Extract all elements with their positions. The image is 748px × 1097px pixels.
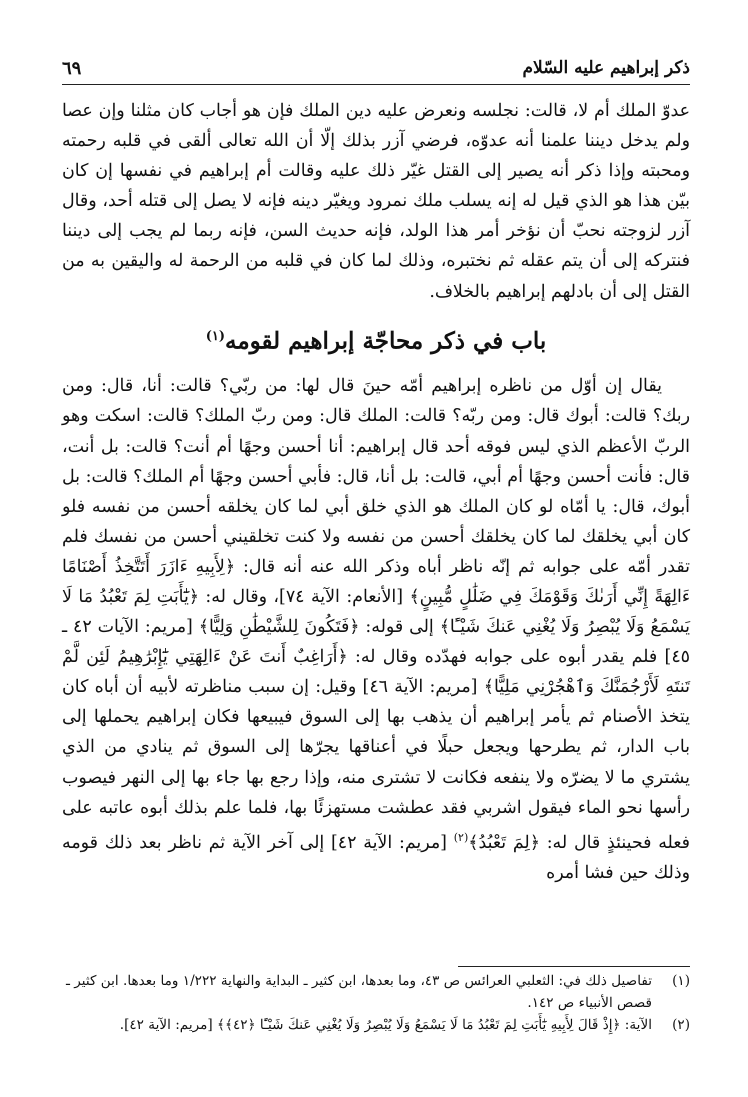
quran-verse-3: ﴿فَتَكُونَ لِلشَّيْطَٰنِ وَلِيًّا﴾ <box>198 617 360 638</box>
p2-ref-2: [مريم: الآيات ٤٢ ـ ٤٥] فلم يقدر أبوه على جوابه فهدّده وقال له: <box>62 617 690 668</box>
page-header <box>62 52 690 85</box>
p2-text-a: يقال إن أوّل من ناظره إبراهيم أمّه حينَ قال لها: من ربّي؟ قالت: أنا، قال: ومن ربك؟ قالت: أبوك قال: ومن ربّه؟ قالت: الملك قال: ومن ربّ الملك؟ قالت: اسكت وهو الربّ الأعظم الذي ليس فوقه أحد قال إبراهيم: أنا أحسن وجهًا أم أنت؟ قالت: بل أنت، قال: فأنت أحسن وجهًا أم أبي، قالت: بل أنا، قال: فأبي أحسن وجهًا أم الملك؟ قالت: بل أبوك، قال: يا أمّاه لو كان الملك هو الذي خلق أبي لما كان يخلقه أحسن من نفسه فلو كان أبي يخلقك لما كان يخلقك أحسن من نفسه ولا كنت تخلقيني أحسن من نفسك فلم تقدر أمّه على جوابه ثم إنّه ناظر أباه وذكر الله عنه أنه قال: <box>62 376 690 577</box>
section-title <box>62 319 690 360</box>
quran-verse-4: ﴿أَرَاغِبٌ أَنتَ عَنْ ءَالِهَتِي يَٰٓإِبْرَٰهِيمُ لَئِن لَّمْ تَنتَهِ لَأَرْجُمَنَّكَ وَٱهْجُرْنِي مَلِيًّا﴾ <box>62 647 691 698</box>
footnote-1-text: تفاصيل ذلك في: الثعلبي العرائس ص ٤٣، وما بعدها، ابن كثير ـ البداية والنهاية ١/٢٢٢ وما بعدها. ابن كثير ـ قصص الأنبياء ص ١٤٢. <box>66 973 652 1011</box>
section-title-text: باب في ذكر محاجّة إبراهيم لقومه <box>225 327 547 355</box>
footnote-2-text: الآية: ﴿إِذْ قَالَ لِأَبِيهِ يَٰٓأَبَتِ لِمَ تَعْبُدُ مَا لَا يَسْمَعُ وَلَا يُبْصِرُ وَلَا يُغْنِي عَنكَ شَيْـًٔا ﴿٤٢﴾﴾ [مريم: الآية ٤٢]. <box>119 1017 652 1033</box>
quran-verse-5: ﴿لِمَ تَعْبُدُ﴾ <box>468 832 540 853</box>
p2-ref-1: [الأنعام: الآية ٧٤]، وقال له: <box>199 586 410 607</box>
quran-verse-2: ﴿يَٰٓأَبَتِ لِمَ تَعْبُدُ مَا لَا يَسْمَعُ وَلَا يُبْصِرُ وَلَا يُغْنِي عَنكَ شَيْـًٔا﴾ <box>62 586 690 638</box>
footnotes <box>62 970 690 1036</box>
running-title: ذكر إبراهيم عليه السّلام <box>522 58 690 78</box>
p2-mid-1: إلى قوله: <box>359 617 440 638</box>
p2-ref-3: [مريم: الآية ٤٦] وقيل: إن سبب مناظرته لأبيه أن أباه كان يتخذ الأصنام ثم يأمر إبراهيم أن يذهب بها إلى السوق فيبيعها فكان إبراهيم يحملها إلى باب الدار، ثم يطرحها ويجعل حبلًا في أعناقها يجرّها إلى السوق ثم ينادي من الذي يشتري ما لا يضرّه ولا ينفعه فكانت لا تشترى منه، وإذا رجع بها جاء بها إلى النهر فيصوب رأسها نحو الماء فيقول اشربي فقد عطشت مستهزئًا بها، فلما علم بذلك أبوه عاتبه على فعله فحينئذٍ قال له: <box>62 677 690 853</box>
quran-verse-1: ﴿لِأَبِيهِ ءَازَرَ أَتَتَّخِذُ أَصْنَامًا ءَالِهَةً إِنِّي أَرَىٰكَ وَقَوْمَكَ فِي ضَلَٰلٍ مُّبِينٍ﴾ <box>62 556 691 607</box>
p2-ref-4: [مريم: الآية ٤٢] إلى آخر الآية ثم ناظر بعد ذلك قومه وذلك حين فشا أمره <box>62 832 690 883</box>
footnote-1 <box>62 970 690 1014</box>
paragraph-1: عدوّ الملك أم لا، قالت: نجلسه ونعرض عليه دين الملك فإن هو أجاب كان مثلنا وإن عصا ولم يدخل ديننا علمنا أنه عدوّه، فرضي آزر بذلك إلّا أن الله تعالى ألقى في قلبه رحمته ومحبته وإذا ذكر أنه يصير إلى القتل غيّر ذلك عليه وقالت أم إبراهيم في نفسها إن كان بيّن هذا هو الذي قيل له إنه يسلب ملك نمرود ويغيّر دينه فإنه لا يصل إلى قتله أحد، وقال آزر لزوجته نحبّ أن نؤخر أمر هذا الولد، فإنه حديث السن، فإنه ربما لم يجب إلى ديننا فنتركه إلى أن يتم عقله ثم نختبره، وذلك لما كان في قلبه من الرحمة له واليقين به من القتل إلى أن بادلهم إبراهيم بالخلاف. <box>62 101 690 302</box>
page-body <box>62 96 690 888</box>
footnote-1-mark: (١) <box>672 973 690 989</box>
footnote-2-mark: (٢) <box>672 1017 690 1033</box>
footnote-divider <box>458 966 690 967</box>
paragraph-2 <box>62 371 690 887</box>
footnote-ref-1: (١) <box>205 328 225 344</box>
footnote-2 <box>62 1014 690 1036</box>
page-number: ٦٩ <box>62 58 82 79</box>
footnote-ref-2: (٢) <box>453 830 469 844</box>
